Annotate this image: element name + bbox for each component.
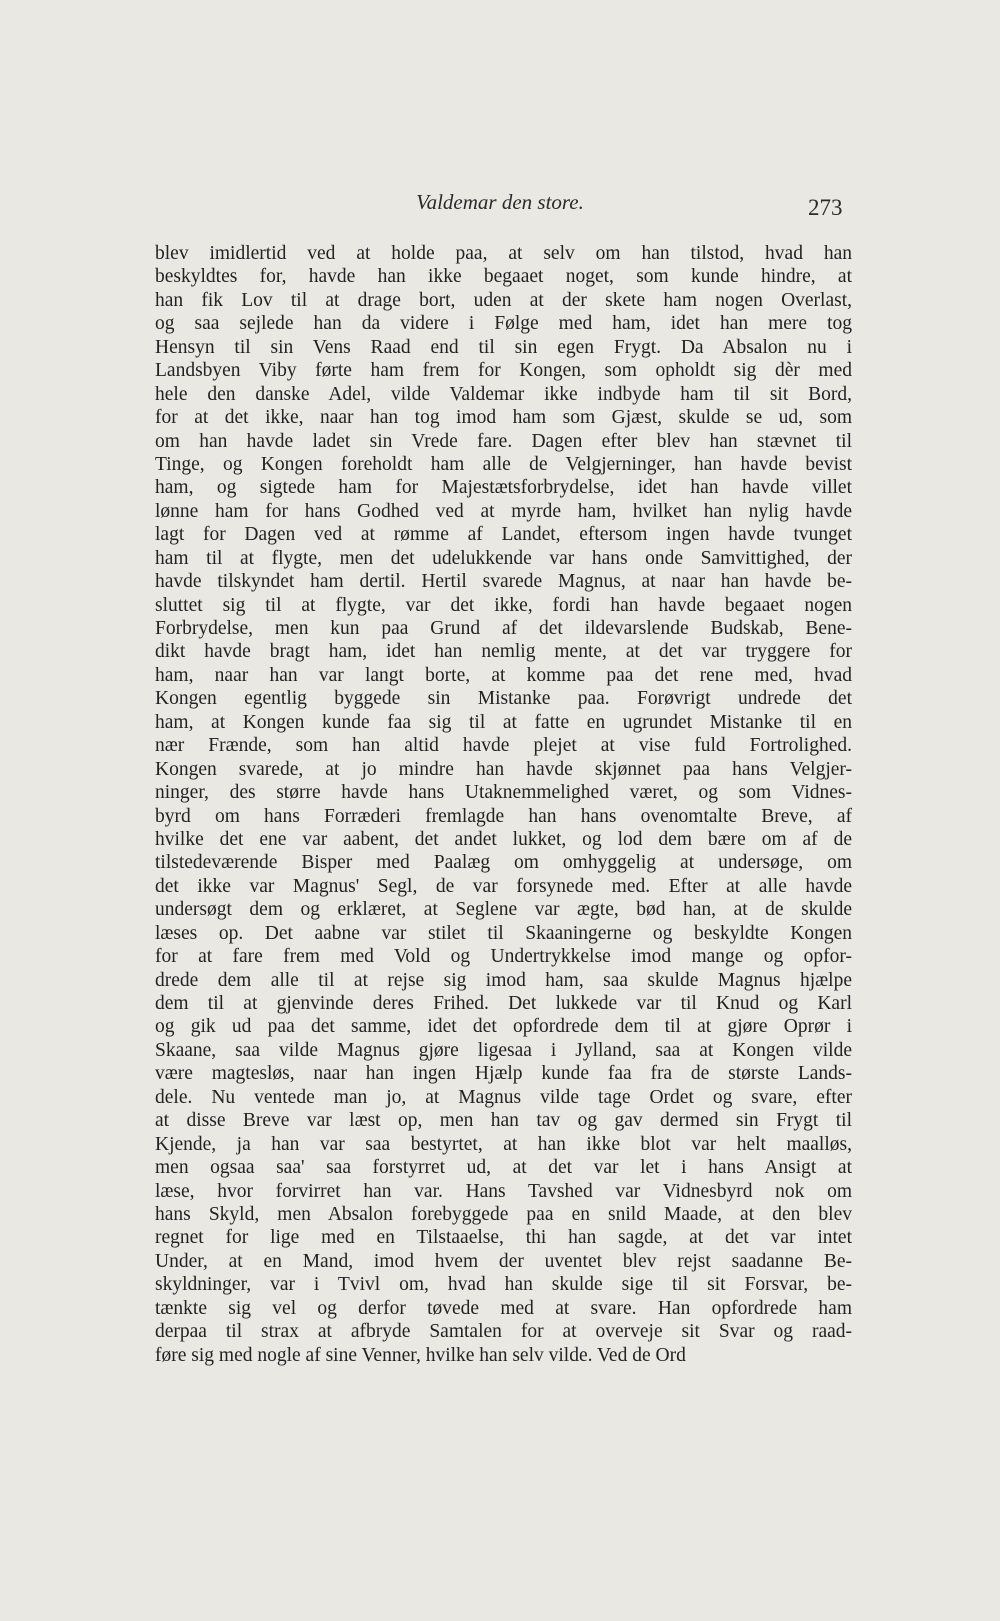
text-line: læses op. Det aabne var stilet til Skaaningerne og beskyldte Kongen [155,922,852,944]
text-line: nær Frænde, som han altid havde plejet at vise fuld Fortrolighed. [155,735,852,757]
text-line: og saa sejlede han da videre i Følge med ham, idet han mere tog [155,313,852,335]
text-line: Kjende, ja han var saa bestyrtet, at han ikke blot var helt maalløs, [155,1133,852,1155]
text-line: dikt havde bragt ham, idet han nemlig mente, at det var tryggere for [155,641,852,663]
text-line: for at det ikke, naar han tog imod ham som Gjæst, skulde se ud, som [155,407,852,429]
text-line: om han havde ladet sin Vrede fare. Dagen efter blev han stævnet til [155,430,852,452]
text-line: derpaa til strax at afbryde Samtalen for at overveje sit Svar og raad- [155,1321,852,1343]
text-line: ninger, des større havde hans Utaknemmelighed været, og som Vidnes- [155,782,852,804]
text-line: det ikke var Magnus' Segl, de var forsynede med. Efter at alle havde [155,875,852,897]
text-line: byrd om hans Forræderi fremlagde han hans ovenomtalte Breve, af [155,805,852,827]
text-line: drede dem alle til at rejse sig imod ham, saa skulde Magnus hjælpe [155,969,852,991]
text-line: ham, og sigtede ham for Majestætsforbrydelse, idet han havde villet [155,477,852,499]
text-line: skyldninger, var i Tvivl om, hvad han skulde sige til sit Forsvar, be- [155,1274,852,1296]
text-line: Skaane, saa vilde Magnus gjøre ligesaa i Jylland, saa at Kongen vilde [155,1039,852,1061]
text-line: Under, at en Mand, imod hvem der uventet blev rejst saadanne Be- [155,1250,852,1272]
text-line: Kongen svarede, at jo mindre han havde skjønnet paa hans Velgjer- [155,758,852,780]
text-line: undersøgt dem og erklæret, at Seglene var ægte, bød han, at de skulde [155,899,852,921]
text-line: hvilke det ene var aabent, det andet lukket, og lod dem bære om af de [155,828,852,850]
text-line: dem til at gjenvinde deres Frihed. Det lukkede var til Knud og Karl [155,993,852,1014]
text-line: regnet for lige med en Tilstaaelse, thi han sagde, at det var intet [155,1227,852,1249]
text-line: lønne ham for hans Godhed ved at myrde ham, hvilket han nylig havde [155,500,852,522]
text-line: at disse Breve var læst op, men han tav og gav dermed sin Frygt til [155,1110,852,1132]
running-title: Valdemar den store. [416,190,584,214]
page-number: 273 [808,195,843,220]
text-line: tænkte sig vel og derfor tøvede med at svare. Han opfordrede ham [155,1297,852,1319]
text-line: for at fare frem med Vold og Undertrykkelse imod mange og opfor- [155,946,852,968]
text-line: lagt for Dagen ved at rømme af Landet, eftersom ingen havde tvunget [155,524,852,546]
text-line: læse, hvor forvirret han var. Hans Tavshed var Vidnesbyrd nok om [155,1180,852,1202]
text-line: dele. Nu ventede man jo, at Magnus vilde tage Ordet og svare, efter [155,1086,852,1108]
text-line: Tinge, og Kongen foreholdt ham alle de Velgjerninger, han havde bevist [155,453,852,475]
body-text [155,242,852,1367]
text-line: Hensyn til sin Vens Raad end til sin egen Frygt. Da Absalon nu i [155,336,852,358]
text-line: ham, naar han var langt borte, at komme paa det rene med, hvad [155,664,852,686]
text-line: Landsbyen Viby førte ham frem for Kongen, som opholdt sig dèr med [155,360,852,382]
text-line: hele den danske Adel, vilde Valdemar ikke indbyde ham til sit Bord, [155,383,852,405]
text-line: havde tilskyndet ham dertil. Hertil svarede Magnus, at naar han havde be- [155,571,852,593]
text-line: Kongen egentlig byggede sin Mistanke paa. Forøvrigt undrede det [155,688,852,710]
text-line: han fik Lov til at drage bort, uden at der skete ham nogen Overlast, [155,289,852,311]
text-line: og gik ud paa det samme, idet det opfordrede dem til at gjøre Oprør i [155,1016,852,1038]
text-line: være magtesløs, naar han ingen Hjælp kunde faa fra de største Lands- [155,1063,852,1085]
text-line: beskyldtes for, havde han ikke begaaet noget, som kunde hindre, at [155,266,852,288]
text-line: føre sig med nogle af sine Venner, hvilke han selv vilde. Ved de Ord [155,1344,686,1366]
text-line: Forbrydelse, men kun paa Grund af det ildevarslende Budskab, Bene- [155,618,852,639]
text-line: blev imidlertid ved at holde paa, at selv om han tilstod, hvad han [155,243,852,264]
text-line: tilstedeværende Bisper med Paalæg om omhyggelig at undersøge, om [155,852,852,874]
text-line: men ogsaa saa' saa forstyrret ud, at det var let i hans Ansigt at [155,1157,852,1179]
text-line: hans Skyld, men Absalon forebyggede paa en snild Maade, at den blev [155,1203,852,1225]
text-line: ham, at Kongen kunde faa sig til at fatte en ugrundet Mistanke til en [155,711,852,733]
text-line: sluttet sig til at flygte, var det ikke, fordi han havde begaaet nogen [155,594,852,616]
text-line: ham til at flygte, men det udelukkende var hans onde Samvittighed, der [155,547,852,569]
